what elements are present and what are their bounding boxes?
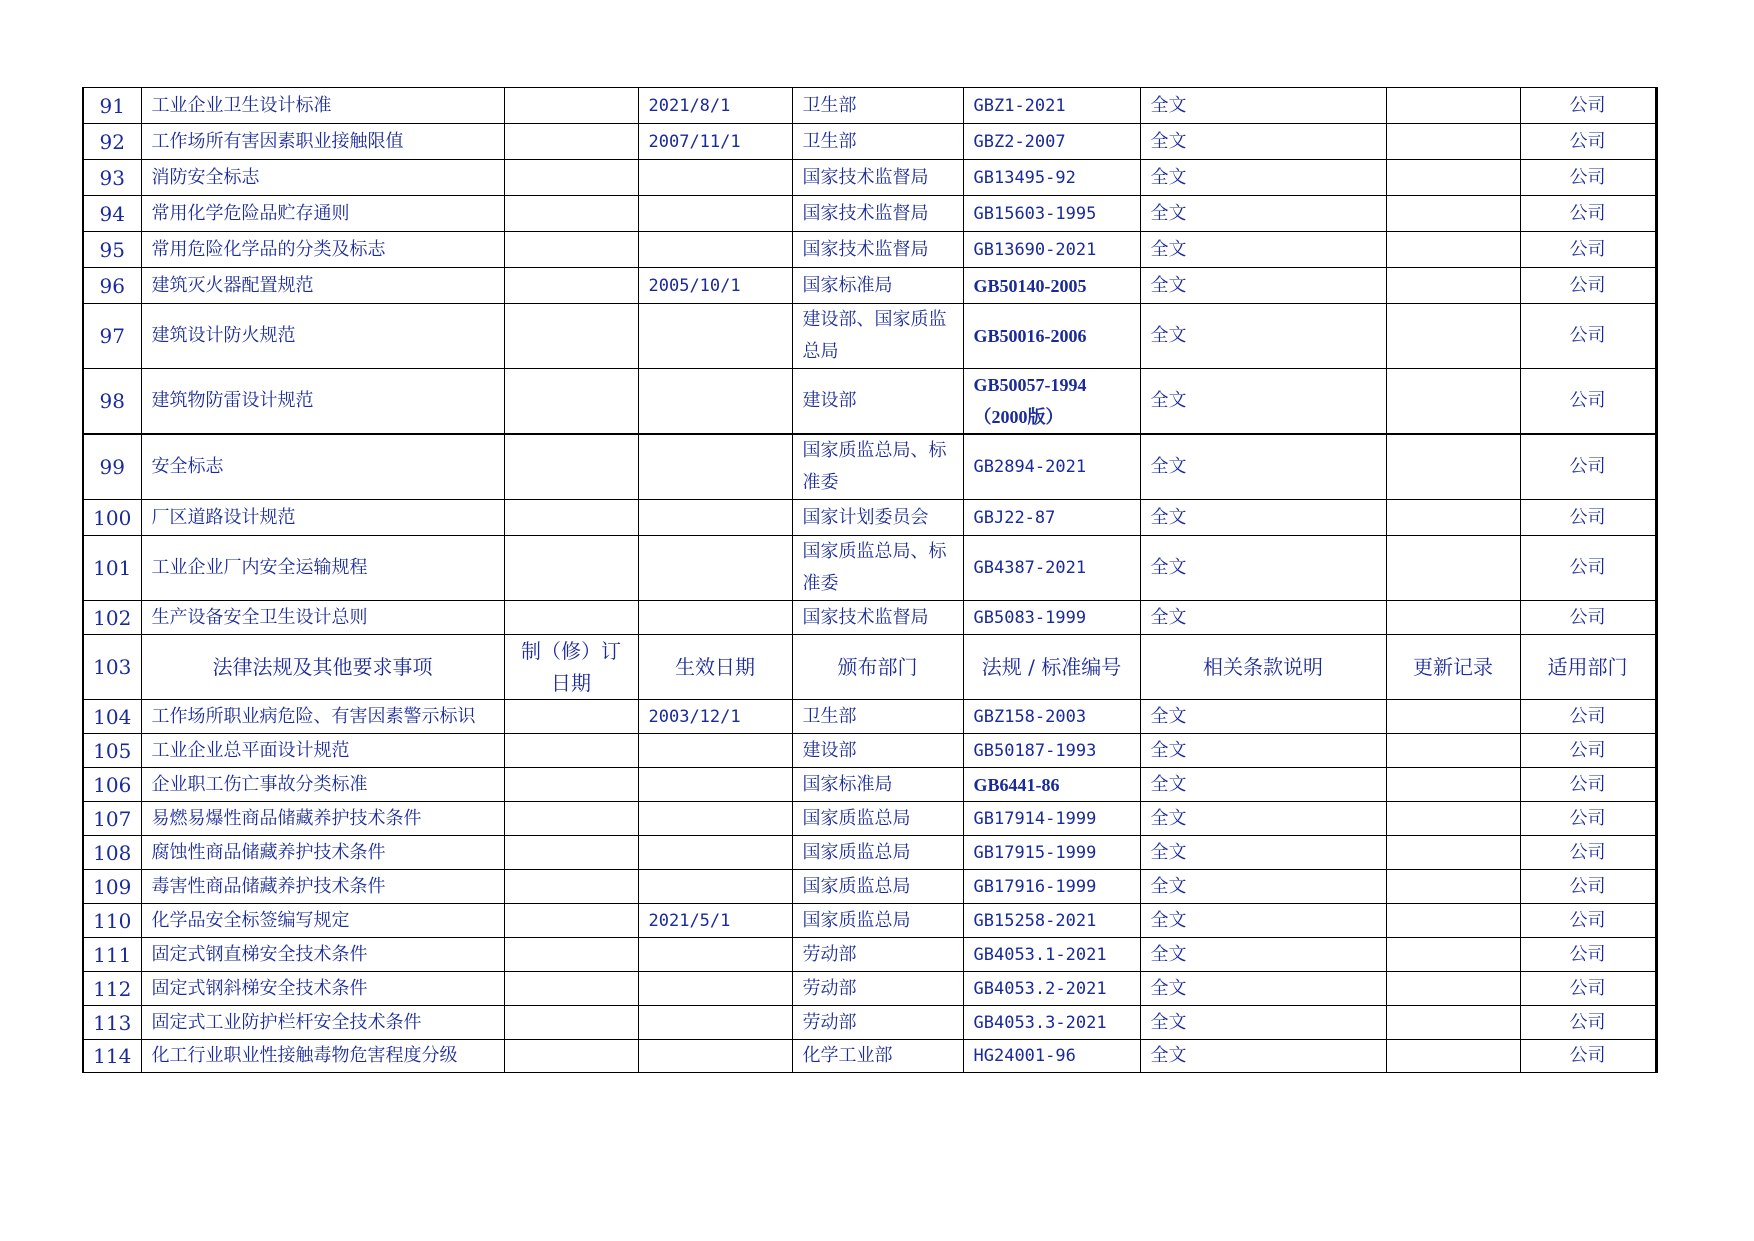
cell-effective-date — [638, 1006, 792, 1040]
cell-effective-date — [638, 768, 792, 802]
cell-issuing-department: 化学工业部 — [792, 1040, 963, 1073]
cell-effective-date — [638, 601, 792, 635]
cell-issuing-department: 劳动部 — [792, 938, 963, 972]
cell-related-clauses: 相关条款说明 — [1140, 635, 1386, 700]
table-row — [83, 124, 1656, 160]
cell-standard-code: GB5083-1999 — [963, 601, 1140, 635]
cell-revised-date — [504, 536, 638, 601]
cell-related-clauses: 全文 — [1140, 768, 1386, 802]
cell-standard-code: GB2894-2021 — [963, 434, 1140, 500]
cell-number: 100 — [83, 500, 141, 536]
cell-applicable-department: 公司 — [1520, 196, 1656, 232]
cell-revised-date — [504, 1040, 638, 1073]
cell-regulation-name: 常用化学危险品贮存通则 — [141, 196, 504, 232]
cell-update-record — [1386, 802, 1520, 836]
table-row — [83, 870, 1656, 904]
cell-number: 98 — [83, 369, 141, 435]
cell-regulation-name: 工业企业厂内安全运输规程 — [141, 536, 504, 601]
cell-update-record — [1386, 836, 1520, 870]
cell-effective-date: 2005/10/1 — [638, 268, 792, 304]
cell-revised-date — [504, 734, 638, 768]
cell-update-record — [1386, 536, 1520, 601]
cell-regulation-name: 法律法规及其他要求事项 — [141, 635, 504, 700]
cell-regulation-name: 生产设备安全卫生设计总则 — [141, 601, 504, 635]
cell-regulation-name: 易燃易爆性商品储藏养护技术条件 — [141, 802, 504, 836]
cell-related-clauses: 全文 — [1140, 700, 1386, 734]
cell-regulation-name: 化工行业职业性接触毒物危害程度分级 — [141, 1040, 504, 1073]
cell-standard-code: GB17914-1999 — [963, 802, 1140, 836]
cell-number: 113 — [83, 1006, 141, 1040]
table-row — [83, 1006, 1656, 1040]
cell-update-record — [1386, 601, 1520, 635]
cell-regulation-name: 腐蚀性商品储藏养护技术条件 — [141, 836, 504, 870]
table-row — [83, 304, 1656, 369]
cell-effective-date — [638, 196, 792, 232]
cell-standard-code: HG24001-96 — [963, 1040, 1140, 1073]
cell-issuing-department: 国家计划委员会 — [792, 500, 963, 536]
cell-standard-code: GB17915-1999 — [963, 836, 1140, 870]
cell-applicable-department: 公司 — [1520, 1006, 1656, 1040]
cell-regulation-name: 工作场所有害因素职业接触限值 — [141, 124, 504, 160]
cell-related-clauses: 全文 — [1140, 196, 1386, 232]
cell-update-record — [1386, 196, 1520, 232]
cell-update-record — [1386, 904, 1520, 938]
cell-number: 112 — [83, 972, 141, 1006]
cell-issuing-department: 卫生部 — [792, 124, 963, 160]
cell-effective-date — [638, 1040, 792, 1073]
cell-effective-date — [638, 870, 792, 904]
cell-update-record — [1386, 434, 1520, 500]
cell-standard-code: GBZ2-2007 — [963, 124, 1140, 160]
cell-applicable-department: 公司 — [1520, 369, 1656, 435]
cell-number: 107 — [83, 802, 141, 836]
cell-issuing-department: 国家质监总局 — [792, 904, 963, 938]
cell-standard-code: GB50016-2006 — [963, 304, 1140, 369]
cell-number: 103 — [83, 635, 141, 700]
cell-regulation-name: 厂区道路设计规范 — [141, 500, 504, 536]
cell-number: 102 — [83, 601, 141, 635]
cell-regulation-name: 建筑灭火器配置规范 — [141, 268, 504, 304]
table-row — [83, 1040, 1656, 1073]
cell-related-clauses: 全文 — [1140, 304, 1386, 369]
cell-issuing-department: 劳动部 — [792, 972, 963, 1006]
cell-number: 114 — [83, 1040, 141, 1073]
cell-effective-date — [638, 500, 792, 536]
cell-update-record — [1386, 500, 1520, 536]
cell-applicable-department: 公司 — [1520, 160, 1656, 196]
cell-update-record — [1386, 734, 1520, 768]
cell-update-record — [1386, 160, 1520, 196]
cell-regulation-name: 工业企业总平面设计规范 — [141, 734, 504, 768]
cell-standard-code: GBZ158-2003 — [963, 700, 1140, 734]
cell-number: 105 — [83, 734, 141, 768]
cell-effective-date — [638, 434, 792, 500]
cell-applicable-department: 公司 — [1520, 124, 1656, 160]
cell-number: 104 — [83, 700, 141, 734]
cell-effective-date: 2003/12/1 — [638, 700, 792, 734]
cell-revised-date — [504, 601, 638, 635]
cell-number: 111 — [83, 938, 141, 972]
cell-number: 92 — [83, 124, 141, 160]
table-row — [83, 836, 1656, 870]
cell-related-clauses: 全文 — [1140, 232, 1386, 268]
cell-related-clauses: 全文 — [1140, 434, 1386, 500]
cell-revised-date — [504, 972, 638, 1006]
cell-related-clauses: 全文 — [1140, 88, 1386, 124]
cell-effective-date — [638, 734, 792, 768]
cell-effective-date — [638, 836, 792, 870]
cell-issuing-department: 卫生部 — [792, 88, 963, 124]
cell-applicable-department: 公司 — [1520, 434, 1656, 500]
cell-issuing-department: 颁布部门 — [792, 635, 963, 700]
cell-related-clauses: 全文 — [1140, 1040, 1386, 1073]
cell-issuing-department: 国家质监总局、标准委 — [792, 434, 963, 500]
cell-update-record — [1386, 88, 1520, 124]
table-row — [83, 938, 1656, 972]
cell-effective-date — [638, 972, 792, 1006]
cell-number: 95 — [83, 232, 141, 268]
cell-standard-code: GB4387-2021 — [963, 536, 1140, 601]
cell-issuing-department: 国家技术监督局 — [792, 196, 963, 232]
cell-related-clauses: 全文 — [1140, 536, 1386, 601]
cell-standard-code: GB15258-2021 — [963, 904, 1140, 938]
cell-number: 106 — [83, 768, 141, 802]
cell-regulation-name: 固定式钢直梯安全技术条件 — [141, 938, 504, 972]
cell-issuing-department: 国家质监总局 — [792, 836, 963, 870]
cell-revised-date — [504, 904, 638, 938]
table-row — [83, 232, 1656, 268]
cell-issuing-department: 卫生部 — [792, 700, 963, 734]
cell-update-record — [1386, 700, 1520, 734]
cell-effective-date — [638, 304, 792, 369]
cell-effective-date: 2021/8/1 — [638, 88, 792, 124]
cell-issuing-department: 劳动部 — [792, 1006, 963, 1040]
cell-revised-date — [504, 836, 638, 870]
cell-related-clauses: 全文 — [1140, 1006, 1386, 1040]
cell-applicable-department: 公司 — [1520, 836, 1656, 870]
cell-effective-date — [638, 938, 792, 972]
cell-revised-date — [504, 160, 638, 196]
cell-standard-code: GB15603-1995 — [963, 196, 1140, 232]
table-row — [83, 601, 1656, 635]
cell-regulation-name: 消防安全标志 — [141, 160, 504, 196]
cell-regulation-name: 工业企业卫生设计标准 — [141, 88, 504, 124]
table-row — [83, 904, 1656, 938]
cell-standard-code: GBJ22-87 — [963, 500, 1140, 536]
cell-revised-date — [504, 196, 638, 232]
cell-update-record — [1386, 870, 1520, 904]
cell-regulation-name: 工作场所职业病危险、有害因素警示标识 — [141, 700, 504, 734]
cell-standard-code: GB4053.2-2021 — [963, 972, 1140, 1006]
cell-applicable-department: 公司 — [1520, 268, 1656, 304]
cell-related-clauses: 全文 — [1140, 500, 1386, 536]
cell-issuing-department: 国家质监总局、标准委 — [792, 536, 963, 601]
cell-update-record — [1386, 124, 1520, 160]
cell-revised-date — [504, 938, 638, 972]
cell-related-clauses: 全文 — [1140, 836, 1386, 870]
cell-issuing-department: 建设部、国家质监总局 — [792, 304, 963, 369]
cell-regulation-name: 化学品安全标签编写规定 — [141, 904, 504, 938]
cell-number: 109 — [83, 870, 141, 904]
table-body — [83, 88, 1656, 1073]
cell-effective-date — [638, 802, 792, 836]
cell-standard-code: GB13495-92 — [963, 160, 1140, 196]
cell-number: 97 — [83, 304, 141, 369]
cell-applicable-department: 公司 — [1520, 601, 1656, 635]
cell-update-record — [1386, 268, 1520, 304]
cell-number: 96 — [83, 268, 141, 304]
cell-revised-date — [504, 232, 638, 268]
cell-applicable-department: 公司 — [1520, 870, 1656, 904]
cell-applicable-department: 公司 — [1520, 904, 1656, 938]
cell-related-clauses: 全文 — [1140, 369, 1386, 435]
cell-revised-date — [504, 369, 638, 435]
cell-applicable-department: 公司 — [1520, 938, 1656, 972]
regulations-table — [82, 87, 1658, 1073]
cell-regulation-name: 固定式钢斜梯安全技术条件 — [141, 972, 504, 1006]
table-header-row — [83, 635, 1656, 700]
cell-applicable-department: 公司 — [1520, 304, 1656, 369]
cell-applicable-department: 公司 — [1520, 802, 1656, 836]
cell-related-clauses: 全文 — [1140, 972, 1386, 1006]
cell-effective-date — [638, 369, 792, 435]
cell-revised-date — [504, 768, 638, 802]
cell-issuing-department: 国家标准局 — [792, 768, 963, 802]
table-row — [83, 160, 1656, 196]
table-row — [83, 802, 1656, 836]
cell-applicable-department: 公司 — [1520, 500, 1656, 536]
cell-standard-code: GB13690-2021 — [963, 232, 1140, 268]
cell-standard-code: GB4053.3-2021 — [963, 1006, 1140, 1040]
regulations-table-sheet — [82, 87, 1655, 1073]
cell-related-clauses: 全文 — [1140, 601, 1386, 635]
cell-applicable-department: 公司 — [1520, 734, 1656, 768]
cell-revised-date — [504, 802, 638, 836]
cell-revised-date — [504, 870, 638, 904]
cell-revised-date — [504, 304, 638, 369]
cell-revised-date — [504, 434, 638, 500]
cell-related-clauses: 全文 — [1140, 160, 1386, 196]
cell-standard-code: GB50140-2005 — [963, 268, 1140, 304]
cell-effective-date — [638, 232, 792, 268]
cell-number: 108 — [83, 836, 141, 870]
cell-issuing-department: 建设部 — [792, 734, 963, 768]
cell-related-clauses: 全文 — [1140, 870, 1386, 904]
cell-effective-date — [638, 536, 792, 601]
cell-standard-code: GB50057-1994（2000版） — [963, 369, 1140, 435]
cell-number: 94 — [83, 196, 141, 232]
cell-revised-date — [504, 88, 638, 124]
table-row — [83, 972, 1656, 1006]
cell-revised-date: 制（修）订日期 — [504, 635, 638, 700]
table-row — [83, 700, 1656, 734]
cell-revised-date — [504, 700, 638, 734]
cell-update-record — [1386, 304, 1520, 369]
cell-effective-date: 2021/5/1 — [638, 904, 792, 938]
cell-number: 110 — [83, 904, 141, 938]
cell-number: 101 — [83, 536, 141, 601]
cell-related-clauses: 全文 — [1140, 124, 1386, 160]
cell-regulation-name: 建筑物防雷设计规范 — [141, 369, 504, 435]
cell-number: 91 — [83, 88, 141, 124]
cell-issuing-department: 国家技术监督局 — [792, 601, 963, 635]
cell-update-record — [1386, 232, 1520, 268]
cell-applicable-department: 公司 — [1520, 88, 1656, 124]
cell-applicable-department: 公司 — [1520, 700, 1656, 734]
cell-standard-code: GBZ1-2021 — [963, 88, 1140, 124]
cell-applicable-department: 公司 — [1520, 768, 1656, 802]
cell-regulation-name: 企业职工伤亡事故分类标准 — [141, 768, 504, 802]
cell-standard-code: GB17916-1999 — [963, 870, 1140, 904]
table-row — [83, 268, 1656, 304]
table-row — [83, 196, 1656, 232]
cell-update-record — [1386, 369, 1520, 435]
cell-effective-date: 2007/11/1 — [638, 124, 792, 160]
table-row — [83, 734, 1656, 768]
cell-update-record — [1386, 1006, 1520, 1040]
cell-issuing-department: 国家标准局 — [792, 268, 963, 304]
cell-standard-code: GB4053.1-2021 — [963, 938, 1140, 972]
cell-revised-date — [504, 268, 638, 304]
table-row — [83, 536, 1656, 601]
cell-applicable-department: 公司 — [1520, 972, 1656, 1006]
cell-revised-date — [504, 500, 638, 536]
cell-revised-date — [504, 1006, 638, 1040]
table-row — [83, 500, 1656, 536]
cell-update-record — [1386, 938, 1520, 972]
cell-number: 93 — [83, 160, 141, 196]
cell-issuing-department: 国家技术监督局 — [792, 160, 963, 196]
cell-standard-code: GB6441-86 — [963, 768, 1140, 802]
cell-applicable-department: 公司 — [1520, 232, 1656, 268]
cell-related-clauses: 全文 — [1140, 268, 1386, 304]
cell-issuing-department: 建设部 — [792, 369, 963, 435]
cell-regulation-name: 常用危险化学品的分类及标志 — [141, 232, 504, 268]
table-row — [83, 768, 1656, 802]
cell-number: 99 — [83, 434, 141, 500]
cell-related-clauses: 全文 — [1140, 938, 1386, 972]
table-row — [83, 369, 1656, 435]
cell-standard-code: GB50187-1993 — [963, 734, 1140, 768]
cell-related-clauses: 全文 — [1140, 734, 1386, 768]
cell-regulation-name: 毒害性商品储藏养护技术条件 — [141, 870, 504, 904]
cell-update-record — [1386, 768, 1520, 802]
cell-standard-code: 法规 / 标准编号 — [963, 635, 1140, 700]
cell-issuing-department: 国家质监总局 — [792, 802, 963, 836]
cell-update-record — [1386, 972, 1520, 1006]
cell-applicable-department: 公司 — [1520, 536, 1656, 601]
cell-effective-date — [638, 160, 792, 196]
table-row — [83, 434, 1656, 500]
cell-effective-date: 生效日期 — [638, 635, 792, 700]
cell-issuing-department: 国家技术监督局 — [792, 232, 963, 268]
cell-related-clauses: 全文 — [1140, 904, 1386, 938]
cell-revised-date — [504, 124, 638, 160]
cell-related-clauses: 全文 — [1140, 802, 1386, 836]
cell-regulation-name: 固定式工业防护栏杆安全技术条件 — [141, 1006, 504, 1040]
cell-issuing-department: 国家质监总局 — [792, 870, 963, 904]
table-row — [83, 88, 1656, 124]
cell-applicable-department: 适用部门 — [1520, 635, 1656, 700]
cell-regulation-name: 安全标志 — [141, 434, 504, 500]
cell-regulation-name: 建筑设计防火规范 — [141, 304, 504, 369]
cell-update-record: 更新记录 — [1386, 635, 1520, 700]
cell-applicable-department: 公司 — [1520, 1040, 1656, 1073]
cell-update-record — [1386, 1040, 1520, 1073]
